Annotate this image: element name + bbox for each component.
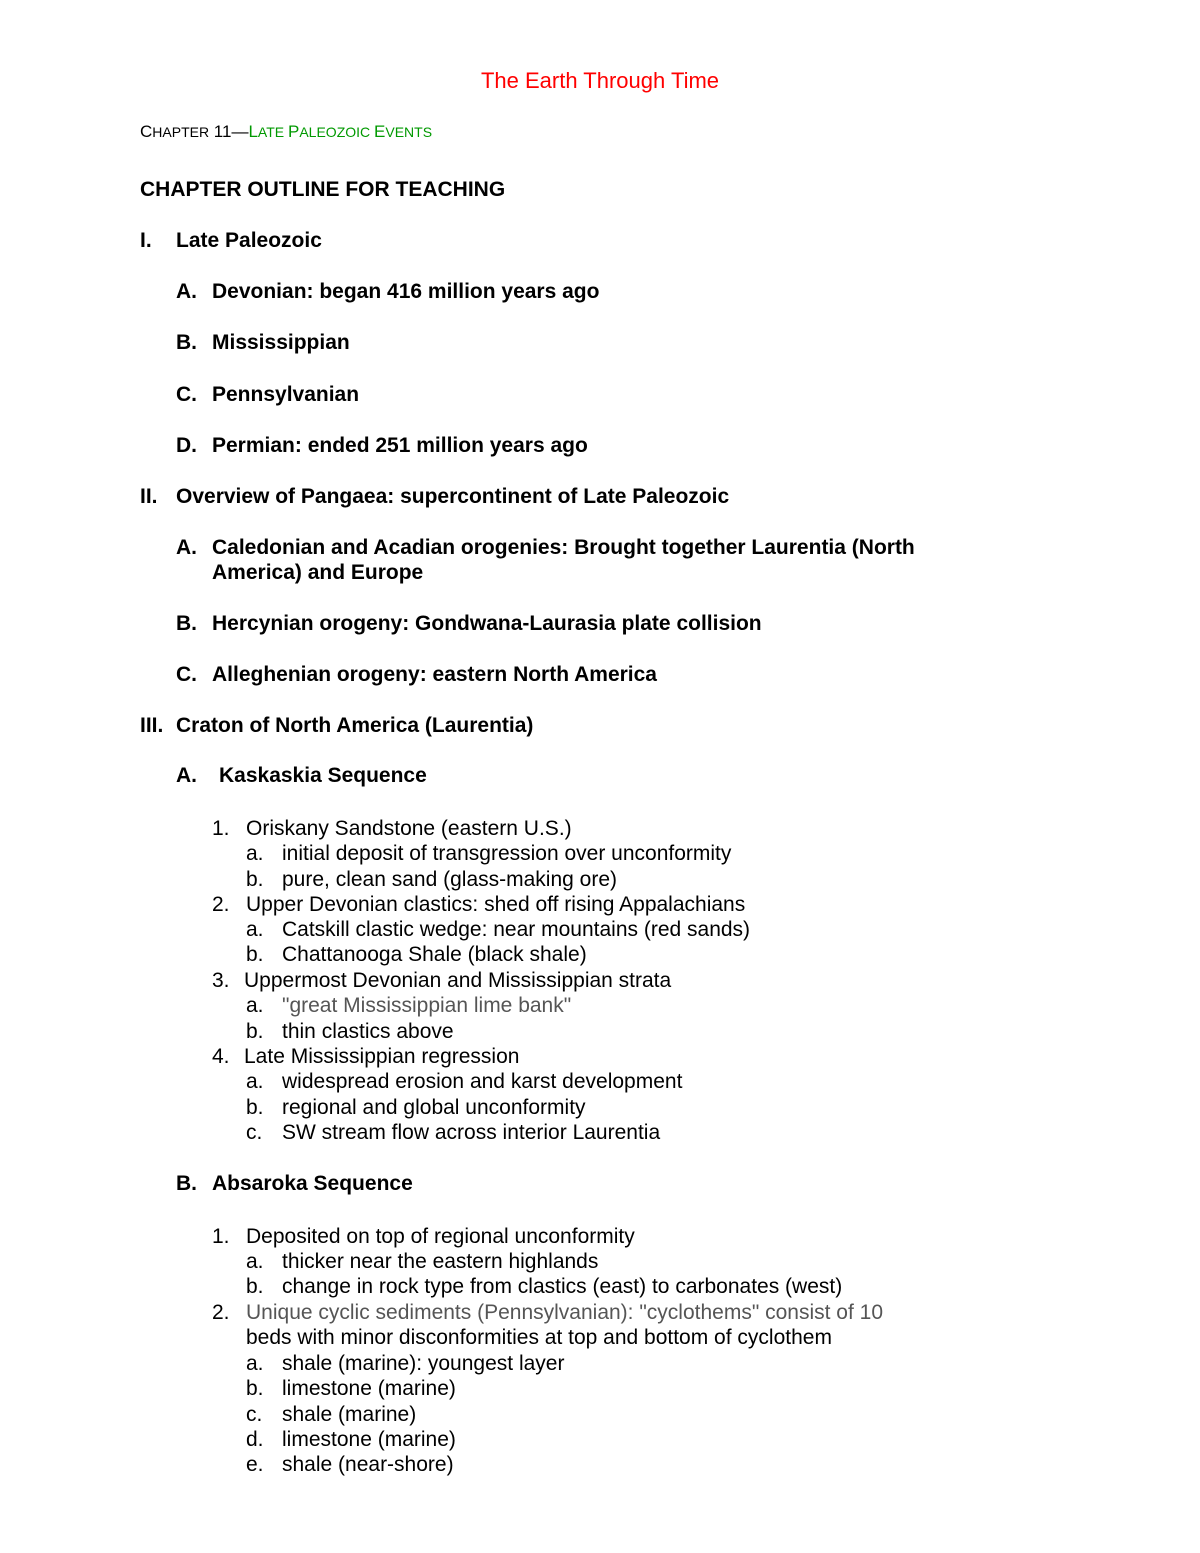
list-marker: a. <box>246 1070 264 1093</box>
item-text: Kaskaskia Sequence <box>219 764 427 787</box>
subsection-absaroka <box>176 1172 413 1196</box>
item-marker: A. <box>176 764 197 787</box>
list-text: limestone (marine) <box>282 1377 456 1400</box>
list-item <box>246 1352 564 1376</box>
section-marker: III. <box>140 714 164 737</box>
section-marker: II. <box>140 485 158 508</box>
outline-section-3 <box>140 714 533 738</box>
section-text: Craton of North America (Laurentia) <box>176 714 534 737</box>
list-item <box>246 1020 454 1044</box>
item-marker: C. <box>176 383 197 406</box>
chapter-number: 11— <box>209 122 249 141</box>
item-marker: D. <box>176 434 197 457</box>
list-item <box>246 1275 842 1299</box>
list-item <box>212 817 572 841</box>
chapter-title-part: L <box>248 122 258 141</box>
list-marker: 1. <box>212 1225 230 1248</box>
page-title: The Earth Through Time <box>480 68 720 93</box>
chapter-label-rest: HAPTER <box>152 124 210 140</box>
list-text: beds with minor disconformities at top and bottom of cyclothem <box>246 1326 832 1349</box>
list-text: regional and global unconformity <box>282 1096 586 1119</box>
list-text: Upper Devonian clastics: shed off rising Appalachians <box>246 893 746 916</box>
item-marker: A. <box>176 280 197 303</box>
list-marker: a. <box>246 994 264 1017</box>
list-item <box>246 918 750 942</box>
item-marker: A. <box>176 536 197 559</box>
list-item <box>246 868 617 892</box>
list-item <box>246 1453 454 1477</box>
outline-item-continuation: America) and Europe <box>212 561 424 584</box>
list-text: SW stream flow across interior Laurentia <box>282 1121 661 1144</box>
list-marker: a. <box>246 842 264 865</box>
list-marker: d. <box>246 1428 264 1451</box>
section-text: Overview of Pangaea: supercontinent of Late Paleozoic <box>176 485 730 508</box>
chapter-title-part: ATE <box>257 124 288 140</box>
list-text: Chattanooga Shale (black shale) <box>282 943 587 966</box>
item-text: Mississippian <box>212 331 350 354</box>
list-marker: a. <box>246 1250 264 1273</box>
list-text: thicker near the eastern highlands <box>282 1250 599 1273</box>
item-text: Alleghenian orogeny: eastern North America <box>212 663 657 686</box>
outline-heading: CHAPTER OUTLINE FOR TEACHING <box>140 178 506 201</box>
item-text: Caledonian and Acadian orogenies: Brought together Laurentia (North <box>212 536 915 559</box>
list-item <box>212 1301 883 1325</box>
list-item <box>246 1121 660 1145</box>
list-item <box>246 1377 456 1401</box>
list-item-continuation <box>246 1326 832 1350</box>
list-marker: a. <box>246 918 264 941</box>
chapter-title-part: ALEOZOIC <box>299 124 375 140</box>
list-text: shale (near-shore) <box>282 1453 454 1476</box>
list-marker: 3. <box>212 969 230 992</box>
list-text: thin clastics above <box>282 1020 454 1043</box>
outline-item <box>176 612 762 636</box>
list-marker: b. <box>246 1020 264 1043</box>
list-text: shale (marine) <box>282 1403 417 1426</box>
list-item <box>246 842 731 866</box>
list-marker: 2. <box>212 1301 230 1324</box>
list-marker: c. <box>246 1403 263 1426</box>
list-item <box>246 1250 598 1274</box>
section-marker: I. <box>140 229 152 252</box>
outline-item <box>176 331 350 355</box>
list-marker: 2. <box>212 893 230 916</box>
chapter-title <box>248 122 432 141</box>
list-text: shale (marine): youngest layer <box>282 1352 565 1375</box>
chapter-heading <box>140 122 432 142</box>
list-text: Late Mississippian regression <box>244 1045 520 1068</box>
list-item <box>246 1428 456 1452</box>
subsection-kaskaskia <box>176 764 427 788</box>
outline-item <box>176 383 359 407</box>
item-text: Hercynian orogeny: Gondwana-Laurasia plate collision <box>212 612 762 635</box>
item-marker: B. <box>176 1172 197 1195</box>
outline-section-1 <box>140 229 322 253</box>
chapter-title-part: VENTS <box>385 124 433 140</box>
list-text: Catskill clastic wedge: near mountains (red sands) <box>282 918 751 941</box>
chapter-label-initial: C <box>140 122 153 141</box>
item-text: Absaroka Sequence <box>212 1172 413 1195</box>
list-text: Unique cyclic sediments (Pennsylvanian): "cyclothems" consist of 10 <box>246 1301 884 1324</box>
chapter-title-part: E <box>374 122 386 141</box>
outline-section-2 <box>140 485 729 509</box>
list-marker: b. <box>246 1377 264 1400</box>
list-item <box>246 943 587 967</box>
list-marker: a. <box>246 1352 264 1375</box>
list-text: pure, clean sand (glass-making ore) <box>282 868 617 891</box>
list-marker: 1. <box>212 817 230 840</box>
list-item <box>246 1070 682 1094</box>
item-text: Permian: ended 251 million years ago <box>212 434 588 457</box>
list-text: Deposited on top of regional unconformity <box>246 1225 635 1248</box>
list-marker: b. <box>246 1096 264 1119</box>
outline-item <box>176 280 599 304</box>
chapter-title-part: P <box>288 122 300 141</box>
list-text: limestone (marine) <box>282 1428 456 1451</box>
list-text: "great Mississippian lime bank" <box>282 994 572 1017</box>
list-marker: b. <box>246 1275 264 1298</box>
item-marker: B. <box>176 612 197 635</box>
list-item <box>212 1225 635 1249</box>
list-text: change in rock type from clastics (east) to carbonates (west) <box>282 1275 843 1298</box>
list-item <box>212 969 671 993</box>
list-marker: c. <box>246 1121 263 1144</box>
outline-item <box>176 434 588 458</box>
section-text: Late Paleozoic <box>176 229 322 252</box>
list-marker: 4. <box>212 1045 230 1068</box>
item-text: Devonian: began 416 million years ago <box>212 280 600 303</box>
list-marker: b. <box>246 943 264 966</box>
list-text: initial deposit of transgression over unconformity <box>282 842 732 865</box>
list-marker: e. <box>246 1453 264 1476</box>
item-text: Pennsylvanian <box>212 383 360 406</box>
list-text: Oriskany Sandstone (eastern U.S.) <box>246 817 572 840</box>
item-marker: B. <box>176 331 197 354</box>
outline-item <box>176 536 915 560</box>
list-text: widespread erosion and karst development <box>282 1070 683 1093</box>
list-item <box>212 1045 519 1069</box>
list-text: Uppermost Devonian and Mississippian strata <box>244 969 672 992</box>
item-marker: C. <box>176 663 197 686</box>
list-item <box>246 1096 586 1120</box>
list-marker: b. <box>246 868 264 891</box>
list-item <box>246 1403 416 1427</box>
list-item <box>212 893 745 917</box>
outline-item <box>176 663 657 687</box>
list-item <box>246 994 571 1018</box>
